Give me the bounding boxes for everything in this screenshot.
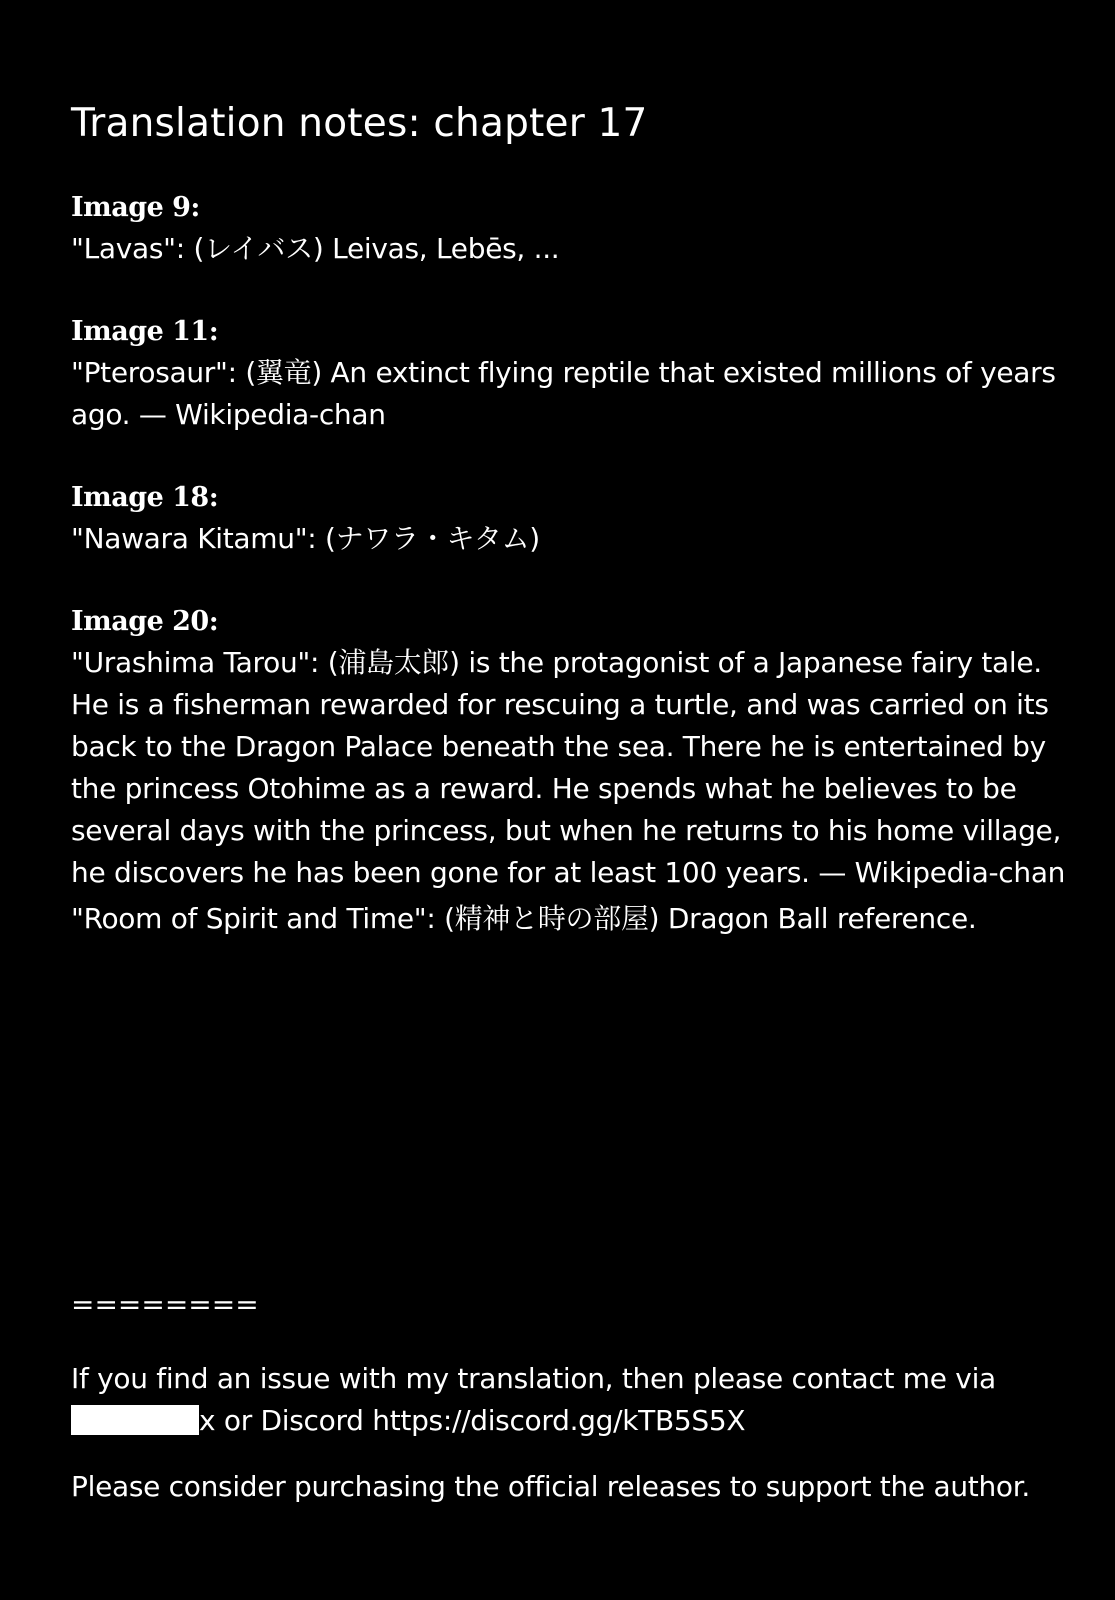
contact-text xyxy=(71,1358,1071,1442)
note-heading: Image 18: xyxy=(71,482,219,513)
note-image-9 xyxy=(71,188,1071,270)
contact-line-2: x or Discord https://discord.gg/kTB5S5X xyxy=(199,1404,746,1437)
note-text: "Lavas": (レイバス) Leivas, Lebēs, ... xyxy=(71,232,560,265)
footer xyxy=(71,1290,1071,1508)
redaction-box xyxy=(71,1405,199,1435)
note-image-11 xyxy=(71,312,1071,436)
note-image-20 xyxy=(71,602,1071,940)
contact-line-1: If you find an issue with my translation, then please contact me via xyxy=(71,1362,996,1395)
note-heading: Image 11: xyxy=(71,316,219,347)
note-image-18 xyxy=(71,478,1071,560)
translation-notes-page xyxy=(71,96,1071,982)
note-text: "Urashima Tarou": (浦島太郎) is the protagonist of a Japanese fairy tale. He is a fisherman rewarded for rescuing a turtle, and was carried on its back to the Dragon Palace beneath the sea. There he is entertained by the princess Otohime as a reward. He spends what he believes to be several days with the princess, but when he returns to his home village, he discovers he has been gone for at least 100 years. — Wikipedia-chan xyxy=(71,646,1066,889)
support-text: Please consider purchasing the official releases to support the author. xyxy=(71,1470,1030,1503)
note-text: "Room of Spirit and Time": (精神と時の部屋) Dragon Ball reference. xyxy=(71,902,977,935)
divider: ======== xyxy=(71,1288,259,1321)
note-text: "Nawara Kitamu": (ナワラ・キタム) xyxy=(71,522,540,555)
page-title: Translation notes: chapter 17 xyxy=(71,101,648,146)
note-text: "Pterosaur": (翼竜) An extinct flying reptile that existed millions of years ago. — Wikipedia-chan xyxy=(71,356,1056,431)
note-heading: Image 9: xyxy=(71,192,200,223)
note-heading: Image 20: xyxy=(71,606,219,637)
